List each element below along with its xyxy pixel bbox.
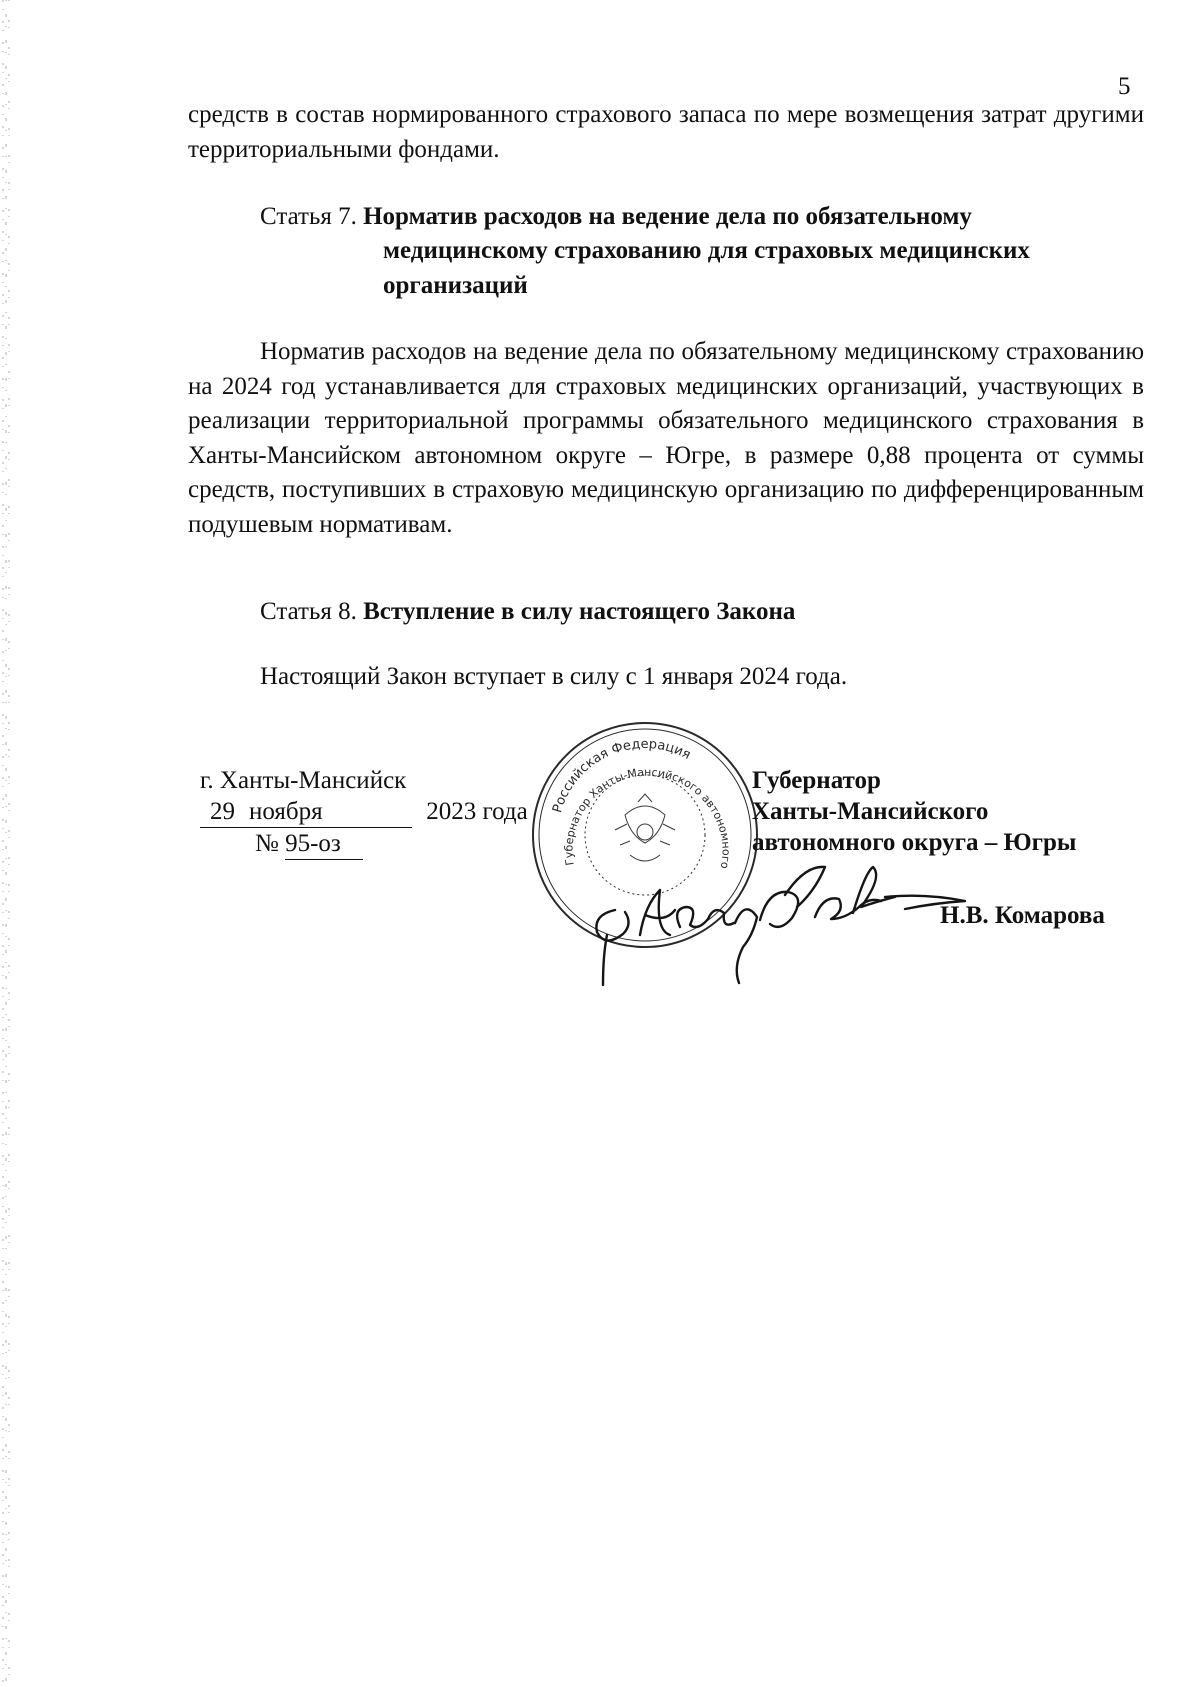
date-year: 2023 года <box>426 798 528 825</box>
position-line3: автономного округа – Югры <box>752 829 1077 856</box>
article-7-label: Статья 7. <box>260 203 357 230</box>
article-8-label: Статья 8. <box>260 598 357 625</box>
article-7-heading <box>260 200 1160 235</box>
date-underline <box>200 796 412 828</box>
article-8-heading <box>260 595 1160 630</box>
city: г. Ханты-Мансийск <box>200 767 407 794</box>
position-line2: Ханты-Мансийского <box>752 798 989 825</box>
article-8-body: Настоящий Закон вступает в силу с 1 января 2024 года. <box>260 663 848 690</box>
date-line <box>200 796 560 828</box>
seal-emblem-icon <box>615 794 675 861</box>
signatory-name: Н.В. Комарова <box>940 902 1105 929</box>
article-7-title-line1: Норматив расходов на ведение дела по обязательному <box>363 203 972 230</box>
scan-edge <box>0 0 14 1687</box>
date-day: 29 <box>210 798 235 825</box>
handwritten-signature <box>585 855 965 985</box>
article-7-title-line3: организаций <box>383 271 528 299</box>
law-number-line <box>200 828 560 860</box>
article-7-body: Норматив расходов на ведение дела по обязательному медицинскому страхованию на 2024 год устанавливается для страховых медицинских организаций, участвующих в реализации территориальной программы обязательного медицинского страхования в Ханты-Мансийском автономном округе – Югре, в размере 0,88 процента от суммы средств, поступивших в страховую медицинскую организацию по дифференцированным подушевым нормативам. <box>188 338 1144 538</box>
law-number: 95-оз <box>285 828 363 860</box>
seal-outer-text: Российская Федерация <box>550 736 694 815</box>
signature-place-date <box>200 765 560 860</box>
signatory-position <box>752 765 1152 858</box>
date-month: ноября <box>249 798 323 825</box>
seal-inner-text: Губернатор Ханты-Мансийского автономного округа – Югры <box>524 710 733 874</box>
position-line1: Губернатор <box>752 767 881 794</box>
page-number: 5 <box>1118 73 1131 100</box>
article-8-title: Вступление в силу настоящего Закона <box>363 598 796 625</box>
article-7-title-line2: медицинскому страхованию для страховых медицинских <box>383 237 1030 264</box>
intro-paragraph: средств в состав нормированного страхового запаса по мере возмещения затрат другими территориальными фондами. <box>188 101 1144 163</box>
article-7-heading-cont <box>383 234 1163 303</box>
number-prefix: № <box>255 830 279 857</box>
